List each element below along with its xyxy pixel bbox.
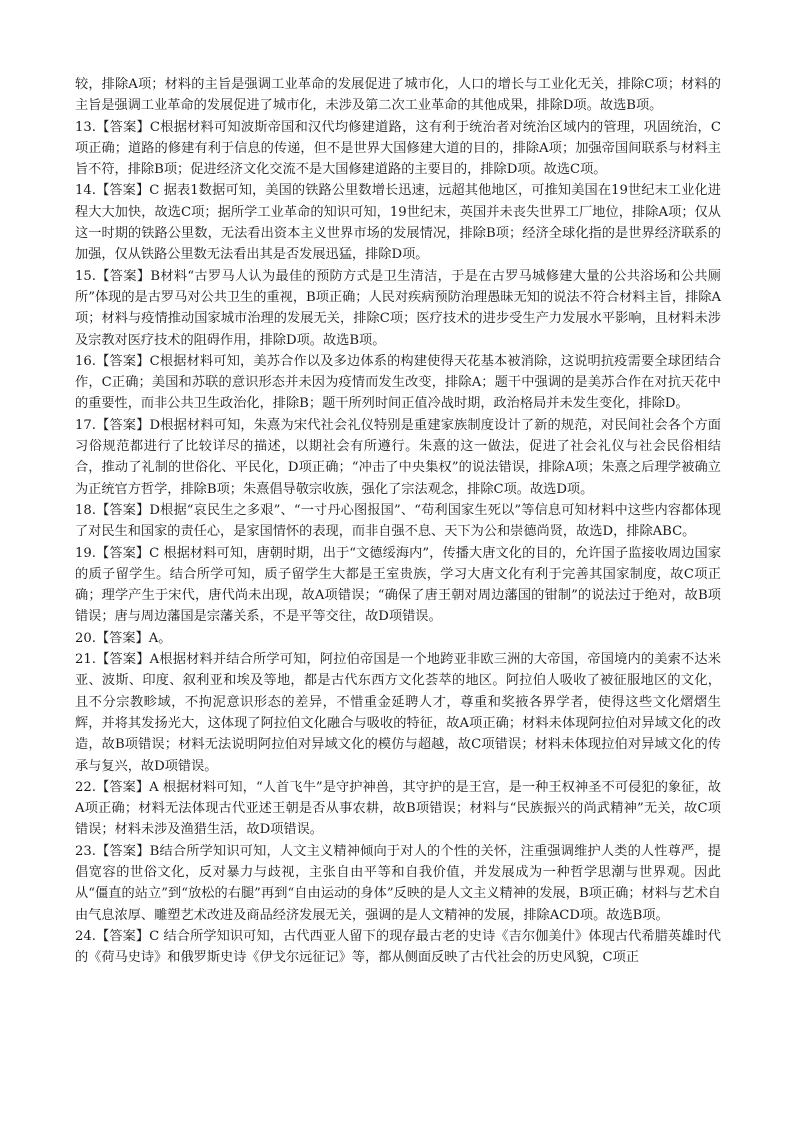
answer-13: 13.【答案】C根据材料可知波斯帝国和汉代均修建道路，这有利于统治者对统治区域内的管理，巩固统治，C项正确；道路的修建有利于信息的传递，但不是世界大国修建大道的目的，排除A项；加强帝国间联系与材料主旨不符，排除B项；促进经济文化交流不是大国修建道路的主要目的，排除D项。故选C项。 [75,119,721,178]
answer-19: 19.【答案】C 根据材料可知，唐朝时期，出于“文德绥海内”，传播大唐文化的目的，允许国子监接收周边国家的质子留学生。结合所学可知，质子留学生大都是王室贵族，学习大唐文化有利于完善其国家制度，故C项正确；理学产生于宋代，唐代尚未出现，故A项错误；“确保了唐王朝对周边藩国的钳制”的说法过于绝对，故B项错误；唐与周边藩国是宗藩关系，不是平等交往，故D项错误。 [75,545,721,625]
answer-21: 21.【答案】A根据材料并结合所学可知，阿拉伯帝国是一个地跨亚非欧三洲的大帝国，帝国境内的美索不达米亚、波斯、印度、叙利亚和埃及等地，都是古代东西方文化荟萃的地区。阿拉伯人吸收了被征服地区的文化，且不分宗教畛域，不拘泥意识形态的差异，不惜重金延聘人才，尊重和奖掖各界学者，使得这些文化熠熠生辉，并将其发扬光大，这体现了阿拉伯文化融合与吸收的特征，故A项正确；材料未体现阿拉伯对异域文化的改造，故B项错误；材料无法说明阿拉伯对异域文化的模仿与超越，故C项错误；材料未体现拉伯对异域文化的传承与复兴，故D项错误。 [75,652,721,774]
answer-20: 20.【答案】A。 [75,630,172,646]
answer-explanations [75,74,721,968]
paragraph-continuation: 较，排除A项；材料的主旨是强调工业革命的发展促进了城市化，人口的增长与工业化无关，排除C项；材料的主旨是强调工业革命的发展促进了城市化，未涉及第二次工业革命的其他成果，排除D项。故选B项。 [75,77,721,114]
answer-16: 16.【答案】C根据材料可知，美苏合作以及多边体系的构建使得天花基本被消除，这说明抗疫需要全球团结合作，C正确；美国和苏联的意识形态并未因为疫情而发生改变，排除A；题干中强调的是美苏合作在对抗天花中的重要性，而非公共卫生政治化，排除B；题干所列时间正值冷战时期，政治格局并未发生变化，排除D。 [75,353,721,412]
answer-17: 17.【答案】D根据材料可知，朱熹为宋代社会礼仪特别是重建家族制度设计了新的规范，对民间社会各个方面习俗规范都进行了比较详尽的描述，以期社会有所遵行。朱熹的这一做法，促进了社会礼仪与社会民俗相结合，推动了礼制的世俗化、平民化，D项正确；“冲击了中央集权”的说法错误，排除A项；朱熹之后理学被确立为正统官方哲学，排除B项；朱熹倡导敬宗收族，强化了宗法观念，排除C项。故选D项。 [75,417,721,497]
answer-23: 23.【答案】B结合所学知识可知，人文主义精神倾向于对人的个性的关怀，注重强调维护人类的人性尊严，提倡宽容的世俗文化，反对暴力与歧视，主张自由平等和自我价值，并发展成为一种哲学思潮与世界观。因此从“僵直的站立”到“放松的右腿”再到“自由运动的身体”反映的是人文主义精神的发展，B项正确；材料与艺术自由气息浓厚、雕塑艺术改进及商品经济发展无关，强调的是人文精神的发展，排除ACD项。故选B项。 [75,843,721,923]
answer-14: 14.【答案】C 据表1数据可知，美国的铁路公里数增长迅速，远超其他地区，可推知美国在19世纪末工业化进程大大加快，故选C项；据所学工业革命的知识可知，19世纪末，英国并未丧失世界工厂地位，排除A项；仅从这一时期的铁路公里数，无法看出资本主义世界市场的发展情况，排除B项；经济全球化指的是世界经济联系的加强，仅从铁路公里数无法看出其是否发展迅猛，排除D项。 [75,183,721,263]
answer-24: 24.【答案】C 结合所学知识可知，古代西亚人留下的现存最古老的史诗《吉尔伽美什》体现古代希腊英雄时代的《荷马史诗》和俄罗斯史诗《伊戈尔远征记》等，都从侧面反映了古代社会的历史风貌，C项正 [75,928,721,966]
answer-15: 15.【答案】B材料“古罗马人认为最佳的预防方式是卫生清洁，于是在古罗马城修建大量的公共浴场和公共厕所”体现的是古罗马对公共卫生的重视，B项正确；人民对疾病预防治理愚昧无知的说法不符合材料主旨，排除A项；材料与疫情推动国家城市治理的发展无关，排除C项；医疗技术的进步受生产力发展水平影响，且材料未涉及宗教对医疗技术的阻碍作用，排除D项。故选B项。 [75,268,721,348]
answer-18: 18.【答案】D根据“哀民生之多艰”、“一寸丹心图报国”、“苟利国家生死以”等信息可知材料中这些内容都体现了对民生和国家的责任心，是家国情怀的表现，而非自强不息、天下为公和崇德尚贤，故选D，排除ABC。 [75,502,721,540]
answer-22: 22.【答案】A 根据材料可知，“人首飞牛”是守护神兽，其守护的是王宫，是一种王权神圣不可侵犯的象征，故A项正确；材料无法体现古代亚述王朝是否从事农耕，故B项错误；材料与“民族振兴的尚武精神”无关，故C项错误；材料未涉及渔猎生活，故D项错误。 [75,779,721,838]
